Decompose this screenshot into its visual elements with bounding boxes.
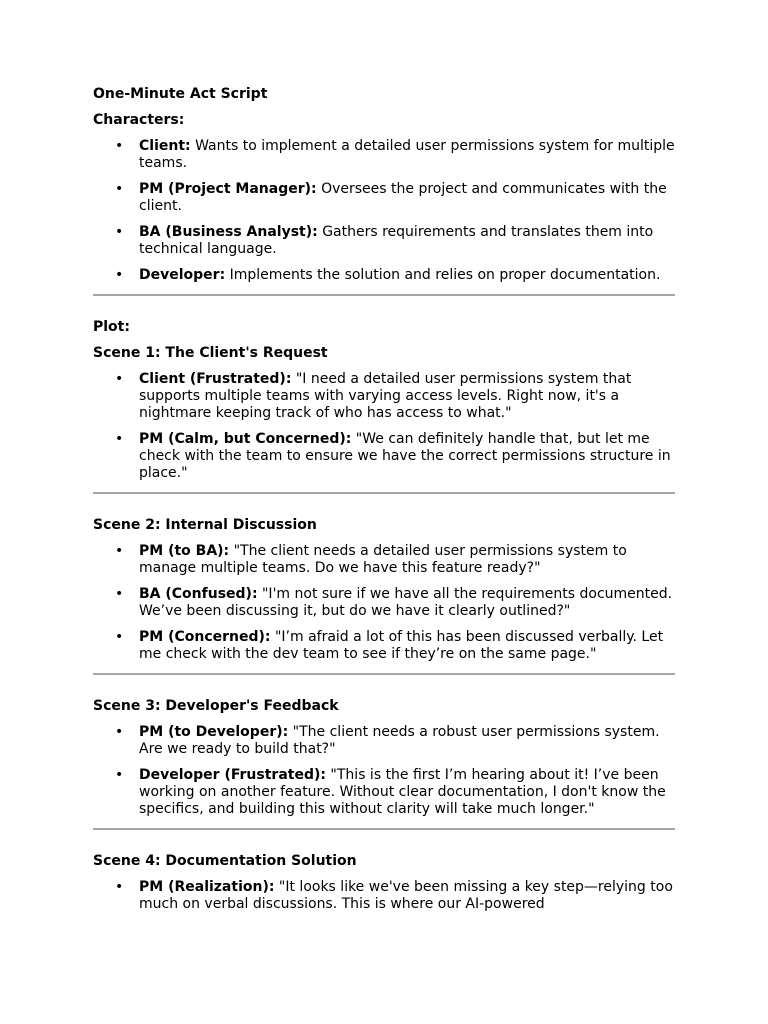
character-description: Implements the solution and relies on proper documentation. xyxy=(225,267,661,283)
characters-heading: Characters: xyxy=(93,112,185,128)
bullet-icon: • xyxy=(115,267,124,283)
dialogue-text: "The client needs a detailed user permissions system to manage multiple teams. Do we have this feature ready?" xyxy=(139,543,627,576)
dialogue-text: "The client needs a robust user permissions system. Are we ready to build that?" xyxy=(139,724,660,757)
list-item xyxy=(93,586,675,620)
character-description: Wants to implement a detailed user permissions system for multiple teams. xyxy=(139,138,675,171)
list-item xyxy=(93,224,675,258)
scene-title: Scene 1: The Client's Request xyxy=(93,345,328,361)
list-item xyxy=(93,543,675,577)
bullet-icon: • xyxy=(115,767,124,783)
scene-lines xyxy=(93,543,675,663)
bullet-icon: • xyxy=(115,371,124,387)
bullet-icon: • xyxy=(115,586,124,602)
bullet-icon: • xyxy=(115,181,124,197)
list-item xyxy=(93,431,675,482)
characters-list xyxy=(93,138,675,284)
plot-heading: Plot: xyxy=(93,319,130,335)
character-description: Gathers requirements and translates them into technical language. xyxy=(139,224,654,257)
dialogue-text: "We can definitely handle that, but let me check with the team to ensure we have the correct permissions structure in place." xyxy=(139,431,671,481)
bullet-icon: • xyxy=(115,431,124,447)
scene-lines xyxy=(93,724,675,818)
speaker-label: BA (Confused): xyxy=(139,586,258,602)
character-label: PM (Project Manager): xyxy=(139,181,317,197)
section-divider xyxy=(93,673,675,675)
character-label: Developer: xyxy=(139,267,226,283)
scene-section xyxy=(93,853,675,913)
bullet-icon: • xyxy=(115,138,124,154)
section-divider xyxy=(93,492,675,494)
bullet-icon: • xyxy=(115,224,124,240)
speaker-label: PM (Concerned): xyxy=(139,629,271,645)
bullet-icon: • xyxy=(115,879,124,895)
dialogue-text: "This is the first I’m hearing about it! I’ve been working on another feature. Without clear documentation, I don't know the specifics, and building this without clarity will take much longer." xyxy=(139,767,666,817)
speaker-label: PM (to Developer): xyxy=(139,724,289,740)
list-item xyxy=(93,181,675,215)
scene-title: Scene 2: Internal Discussion xyxy=(93,517,317,533)
character-description: Oversees the project and communicates with the client. xyxy=(139,181,667,214)
speaker-label: Developer (Frustrated): xyxy=(139,767,326,783)
speaker-label: PM (Realization): xyxy=(139,879,275,895)
dialogue-text: "I'm not sure if we have all the requirements documented. We’ve been discussing it, but do we have it clearly outlined?" xyxy=(139,586,673,619)
dialogue-text: "I need a detailed user permissions system that supports multiple teams with varying access levels. Right now, it's a nightmare keeping track of who has access to what." xyxy=(139,371,632,421)
scene-lines xyxy=(93,879,675,913)
bullet-icon: • xyxy=(115,724,124,740)
list-item xyxy=(93,879,675,913)
document-title: One-Minute Act Script xyxy=(93,86,268,102)
speaker-label: PM (Calm, but Concerned): xyxy=(139,431,352,447)
scene-title: Scene 4: Documentation Solution xyxy=(93,853,357,869)
scene-section xyxy=(93,517,675,663)
speaker-label: Client (Frustrated): xyxy=(139,371,292,387)
script-document xyxy=(93,86,675,913)
list-item xyxy=(93,629,675,663)
dialogue-text: "I’m afraid a lot of this has been discussed verbally. Let me check with the dev team to see if they’re on the same page." xyxy=(139,629,664,662)
plot-section xyxy=(93,319,675,482)
character-label: BA (Business Analyst): xyxy=(139,224,318,240)
scene-lines xyxy=(93,371,675,482)
bullet-icon: • xyxy=(115,543,124,559)
section-divider xyxy=(93,828,675,830)
bullet-icon: • xyxy=(115,629,124,645)
list-item xyxy=(93,267,675,284)
scene-section xyxy=(93,698,675,818)
speaker-label: PM (to BA): xyxy=(139,543,230,559)
dialogue-text: "It looks like we've been missing a key step—relying too much on verbal discussions. This is where our AI-powered xyxy=(139,879,673,912)
section-divider xyxy=(93,294,675,296)
list-item xyxy=(93,138,675,172)
scene-title: Scene 3: Developer's Feedback xyxy=(93,698,339,714)
list-item xyxy=(93,767,675,818)
character-label: Client: xyxy=(139,138,191,154)
list-item xyxy=(93,724,675,758)
list-item xyxy=(93,371,675,422)
